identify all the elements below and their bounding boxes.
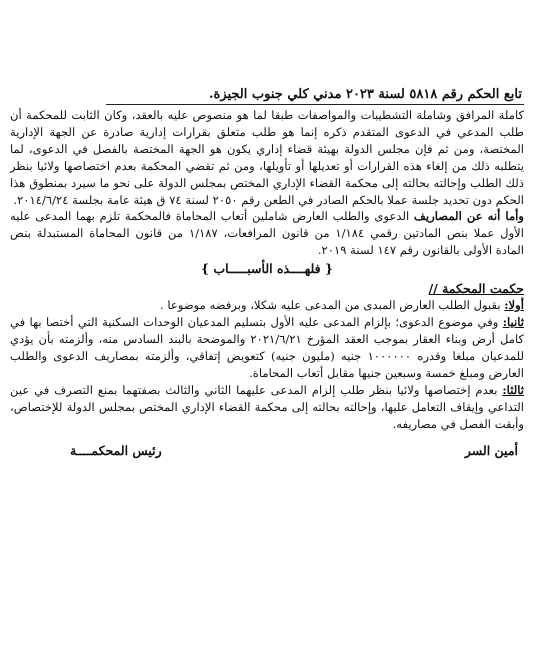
ruling-item-first bbox=[10, 297, 524, 314]
ruling-title: حكمت المحكمة // bbox=[428, 281, 524, 297]
expenses-paragraph bbox=[10, 208, 524, 259]
signature-block bbox=[10, 442, 524, 460]
document-header: تابع الحكم رقم ٥٨١٨ لسنة ٢٠٢٣ مدني كلي جنوب الجيزة. bbox=[208, 87, 522, 102]
expenses-label: وأما أنه عن المصاريف bbox=[413, 209, 524, 224]
ruling-item-label: أولا: bbox=[504, 298, 524, 313]
ruling-item-label: ثانيا: bbox=[502, 315, 524, 330]
expenses-text: الدعوى والطلب العارض شاملين أتعاب المحاماة فالمحكمة تلزم بهما المدعى عليه الأول عملا بنص المادتين رقمي ١/١٨٤ من قانون المرافعات، ١/١٨٧ من قانون المحاماة المستبدلة بنص المادة الأولى بالقانون رقم ١٤٧ لسنة ٢٠١٩. bbox=[10, 209, 525, 258]
secretary-signature-label: أمين السر bbox=[464, 443, 518, 459]
ruling-item-text: بعدم إختصاصها ولائيا بنظر طلب إلزام المدعى عليهما الثاني والثالث بصفتهما بمنع التصرف في عين التداعي وإيقاف التعامل عليها، وإحالته بحالته إلى محكمة القضاء الإداري المختص بمجلس الدولة للإختصاص، وأبقت الفصل في مصاريفه. bbox=[10, 382, 524, 431]
intro-paragraph: كاملة المرافق وشاملة التشطيبات والمواصفات طبقا لما هو منصوص عليه بالعقد، وكان الثابت للمحكمة أن طلب المدعي في الدعوى المتقدم ذكره إنما هو طلب متعلق بقرارات إدارية صادرة عن الجهة الإدارية المختصة، ومن ثم فإن مجلس الدولة بهيئة قضاء إداري يكون هو الجهة المختصة بالفصل في الدعوى، لما يتطلبه ذلك من إلغاء هذه القرارات أو تعديلها أو تأويلها، ومن ثم تقضي المحكمة بعدم اختصاصها ولائيا بنظر ذلك الطلب وإحالته بحالته إلى محكمة القضاء الإداري المختص بمجلس الدولة على نحو ما سيرد بمنطوق هذا الحكم دون تحديد جلسة عملا بالحكم الصادر في الطعن رقم ٢٠٥٠ لسنة ٧٤ ق هيئة عامة بجلسة ٢٠١٤/٦/٢٤. bbox=[10, 108, 524, 207]
ruling-item-text: بقبول الطلب العارض المبدى من المدعى عليه شكلا، وبرفضه موضوعا . bbox=[160, 298, 505, 313]
ruling-item-label: ثالثا: bbox=[502, 382, 524, 397]
ruling-item-second bbox=[10, 314, 524, 382]
ruling-item-text: وفي موضوع الدعوى؛ بإلزام المدعى عليه الأول بتسليم المدعيان الوحدات السكنية التي أختصا بها في كامل أرض وبناء العقار بموجب العقد المؤرخ ٢٠٢١/٦/٢١ والموضحة بالبند السادس منه، وألزمته بأن يؤدي للمدعيان مبلغا وقدره ١٠٠٠٠٠٠ جنيه (مليون جنيه) كتعويض إتفاقي، وألزمته بمصاريف الدعوى والطلب العارض ومبلغ خمسة وسبعين جنيها مقابل أتعاب المحاماة. bbox=[10, 315, 524, 380]
reasons-heading: { فلهــــذه الأسبـــــاب } bbox=[201, 261, 333, 277]
header-underline bbox=[106, 104, 524, 105]
president-signature-label: رئيس المحكمــــة bbox=[70, 443, 162, 459]
ruling-item-third bbox=[10, 382, 524, 433]
